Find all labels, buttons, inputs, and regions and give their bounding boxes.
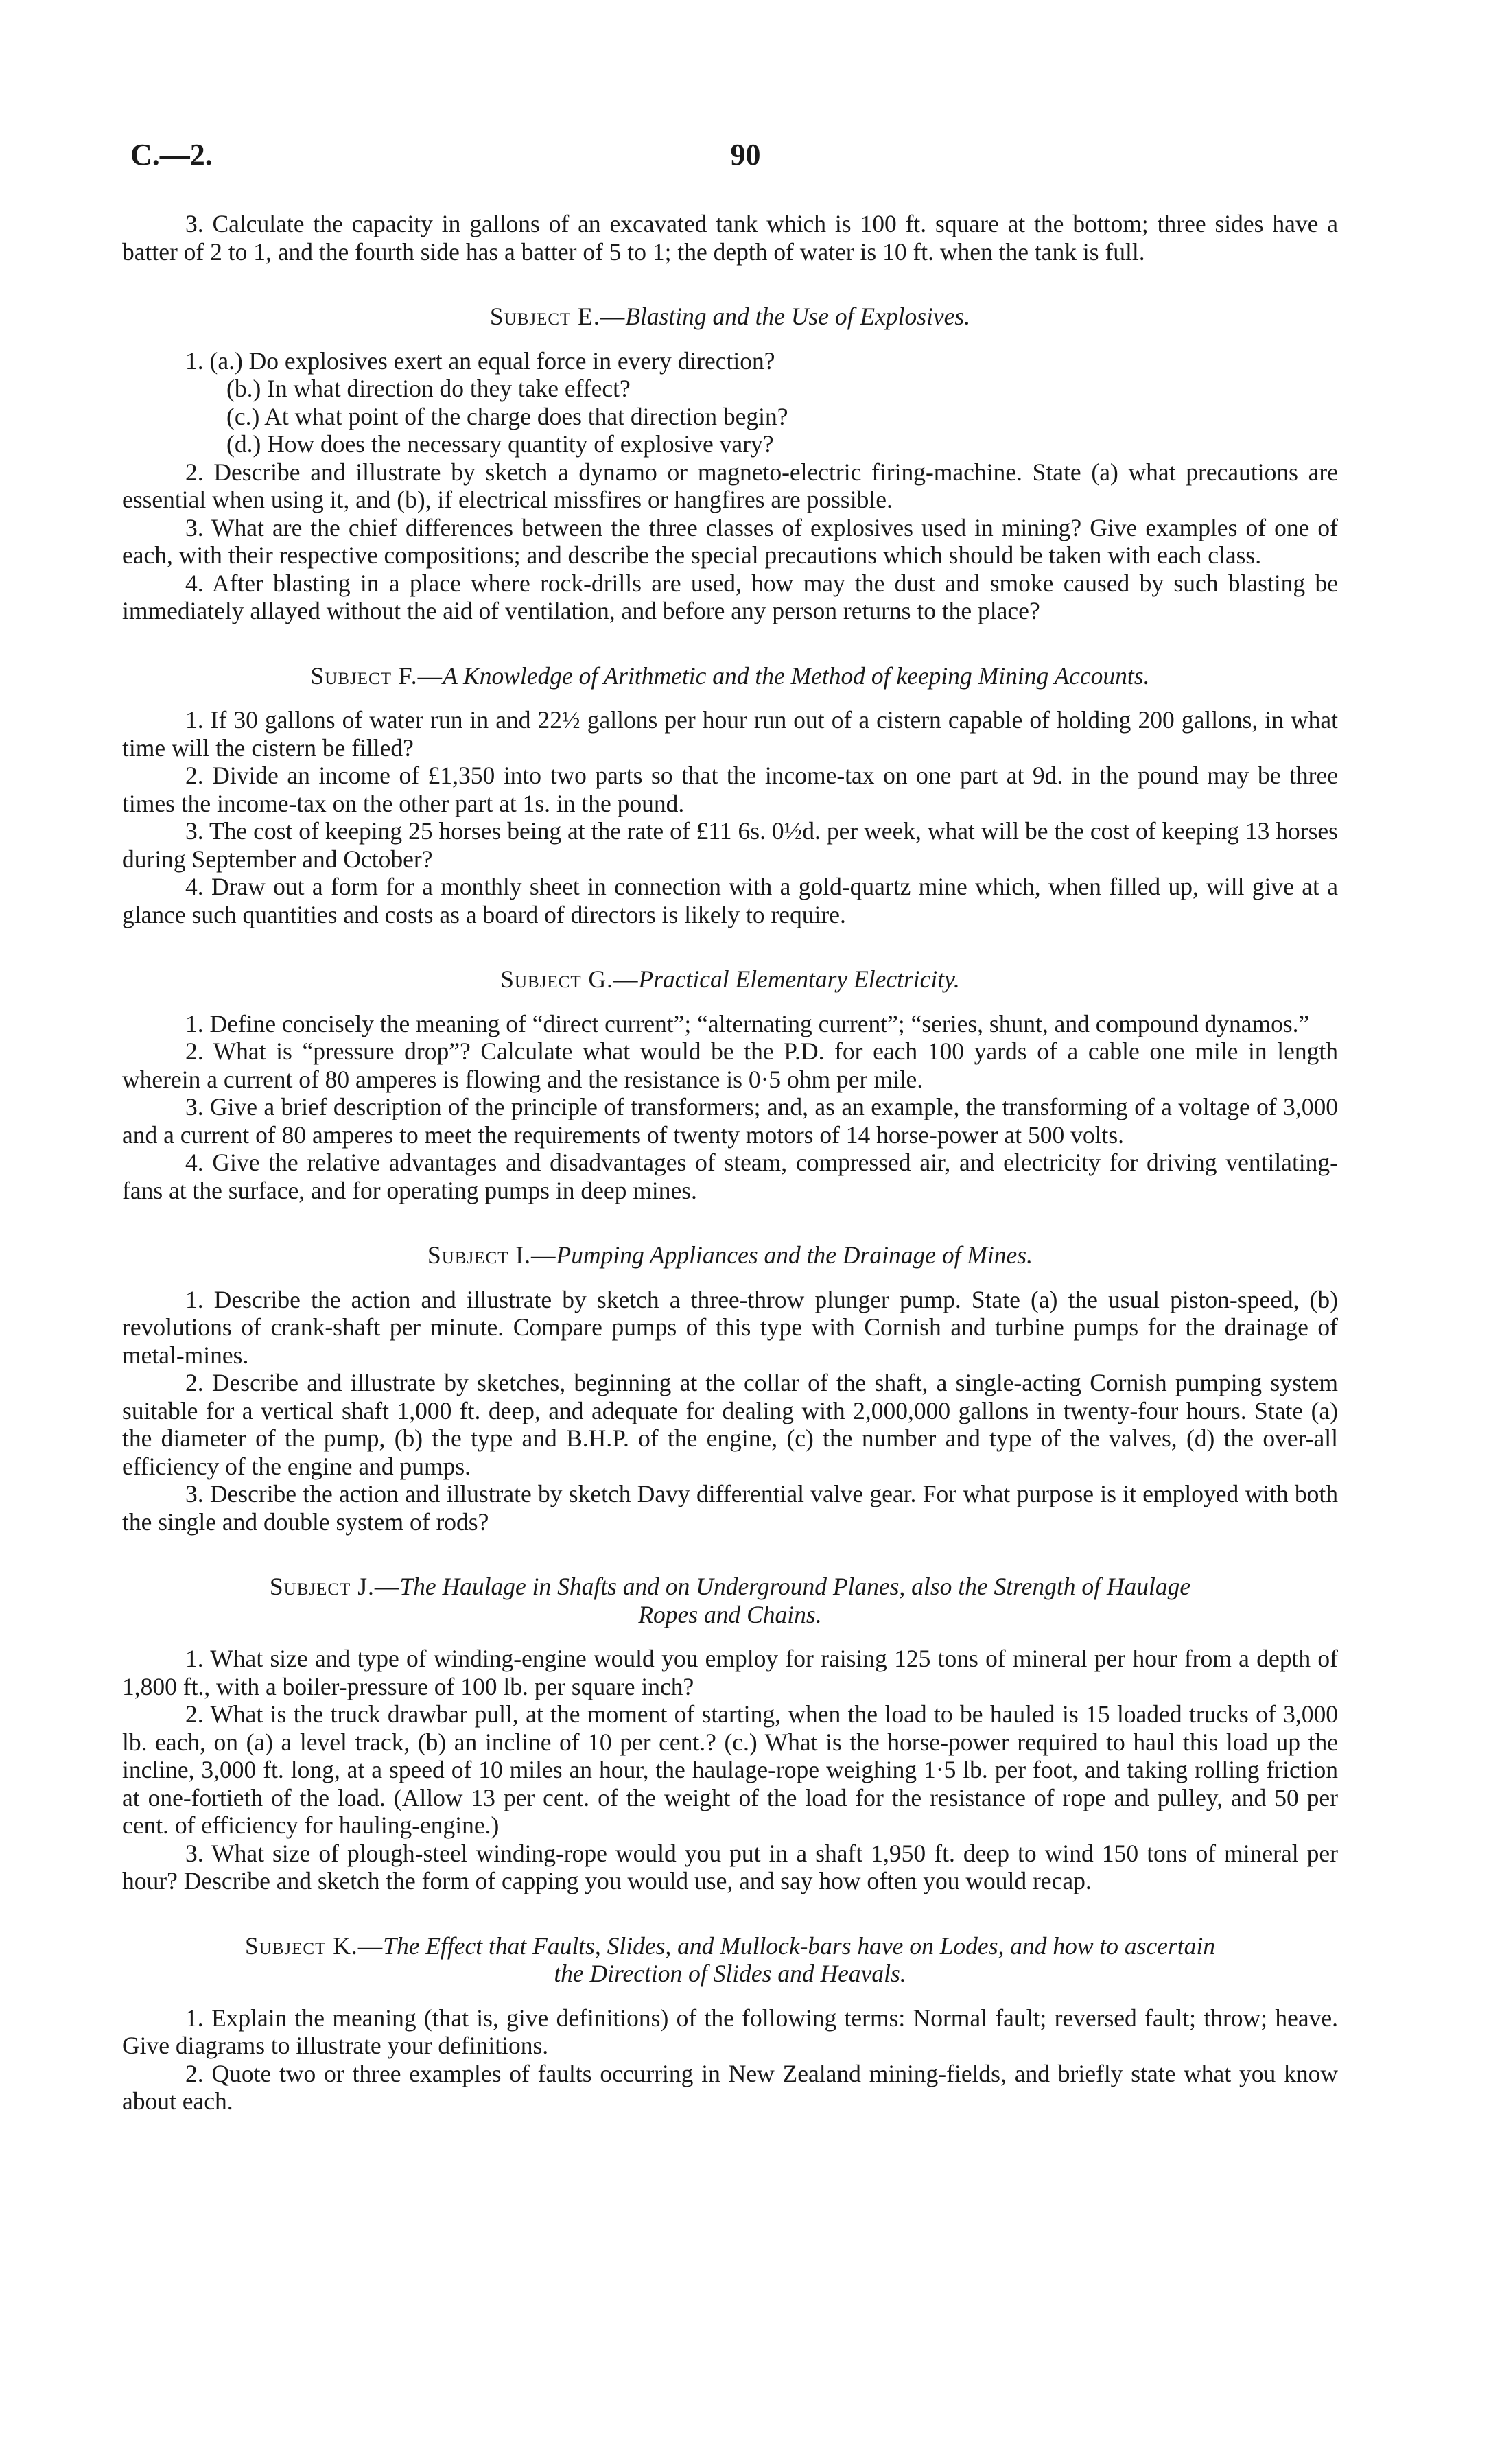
subject-label: Subject F.— (310, 661, 443, 690)
question: 2. Quote two or three examples of faults occurring in New Zealand mining-fields, and briefly state what you know about each. (122, 2059, 1338, 2115)
question: 1. (a.) Do explosives exert an equal force in every direction? (185, 347, 775, 375)
question: 3. Calculate the capacity in gallons of an excavated tank which is 100 ft. square at the bottom; three sides have a batter of 2 to 1, and the fourth side has a batter of 5 to 1; the depth of water is 10 ft. when the tank is full. (122, 210, 1338, 266)
question: 2. Describe and illustrate by sketch a dynamo or magneto-electric firing-machine. State (a) what precautions are essential when using it, and (b), if electrical missfires or hangfires are possible. (122, 458, 1338, 513)
subject-g-heading (122, 965, 1338, 994)
question: 3. Give a brief description of the principle of transformers; and, as an example, the transforming of a voltage of 3,000 and a current of 80 amperes to meet the requirements of twenty motors of 14 horse-power at 500 volts. (122, 1093, 1338, 1149)
subject-heading-line (122, 1932, 1338, 1960)
sub-question: (c.) At what point of the charge does that direction begin? (226, 402, 788, 430)
page-body (122, 210, 1338, 2115)
subject-label: Subject E.— (489, 303, 626, 330)
subject-i-heading (122, 1241, 1338, 1269)
question: 3. What size of plough-steel winding-rope would you put in a shaft 1,950 ft. deep to wind 150 tons of mineral per hour? Describe and sketch the form of capping you would use, and say how often you would recap. (122, 1839, 1338, 1894)
subject-label: Subject K.— (244, 1932, 384, 1960)
question: 3. What are the chief differences between the three classes of explosives used in mining? Give examples of one of each, with their respective compositions; and describe the special precautions which should be taken with each class. (122, 513, 1338, 569)
subject-title-continued: Ropes and Chains. (638, 1600, 822, 1628)
page-number: 90 (730, 138, 761, 172)
question: 2. What is “pressure drop”? Calculate what would be the P.D. for each 100 yards of a cable one mile in length wherein a current of 80 amperes is flowing and the resistance is 0·5 ohm per mile. (122, 1037, 1338, 1093)
subject-title: The Effect that Faults, Slides, and Mullock-bars have on Lodes, and how to ascertain (383, 1932, 1216, 1960)
subject-title: The Haulage in Shafts and on Underground Planes, also the Strength of Haulage (399, 1573, 1191, 1600)
subject-title: Blasting and the Use of Explosives. (625, 303, 971, 330)
subject-j-heading (122, 1573, 1338, 1628)
subject-f-heading (122, 662, 1338, 690)
subject-title: Practical Elementary Electricity. (638, 965, 960, 993)
subject-title-continued: the Direction of Slides and Heavals. (554, 1960, 906, 1987)
document-reference: C.—2. (130, 138, 213, 172)
question: 2. What is the truck drawbar pull, at the moment of starting, when the load to be hauled is 15 loaded trucks of 3,000 lb. each, on (a) a level track, (b) an incline of 10 per cent.? (c.) What is the horse-power required to haul this load up the incline, 3,000 ft. long, at a speed of 10 miles an hour, the haulage-rope weighing 1·5 lb. per foot, and taking rolling friction at one-fortieth of the load. (Allow 13 per cent. of the weight of the load for the resistance of rope and pulley, and 50 per cent. of efficiency for hauling-engine.) (122, 1700, 1338, 1839)
subject-label: Subject J.— (269, 1573, 400, 1600)
question: 4. After blasting in a place where rock-drills are used, how may the dust and smoke caused by such blasting be immediately allayed without the aid of ventilation, and before any person returns to the place? (122, 569, 1338, 624)
question: 1. Describe the action and illustrate by sketch a three-throw plunger pump. State (a) the usual piston-speed, (b) revolutions of crank-shaft per minute. Compare pumps of this type with Cornish and turbine pumps for the drainage of metal-mines. (122, 1285, 1338, 1369)
question: 4. Give the relative advantages and disadvantages of steam, compressed air, and electricity for driving ventilating-fans at the surface, and for operating pumps in deep mines. (122, 1149, 1338, 1204)
question: 4. Draw out a form for a monthly sheet in connection with a gold-quartz mine which, when filled up, will give at a glance such quantities and costs as a board of directors is likely to require. (122, 873, 1338, 928)
question: 1. Define concisely the meaning of “direct current”; “alternating current”; “series, shunt, and compound dynamos.” (185, 1009, 1310, 1037)
question: 3. Describe the action and illustrate by sketch Davy differential valve gear. For what purpose is it employed with both the single and double system of rods? (122, 1480, 1338, 1536)
question: 2. Describe and illustrate by sketches, beginning at the collar of the shaft, a single-acting Cornish pumping system suitable for a vertical shaft 1,000 ft. deep, and adequate for dealing with 2,000,000 gallons in twenty-four hours. State (a) the diameter of the pump, (b) the type and B.H.P. of the engine, (c) the number and type of the valves, (d) the over-all efficiency of the engine and pumps. (122, 1369, 1338, 1480)
question: 2. Divide an income of £1,350 into two parts so that the income-tax on one part at 9d. in the pound may be three times the income-tax on the other part at 1s. in the pound. (122, 762, 1338, 817)
subject-title: A Knowledge of Arithmetic and the Method of keeping Mining Accounts. (443, 661, 1150, 690)
subject-k-heading (122, 1932, 1338, 1988)
page-header (130, 137, 1361, 185)
subject-heading-line (122, 1573, 1338, 1601)
question: 1. Explain the meaning (that is, give definitions) of the following terms: Normal fault; reversed fault; throw; heave. Give diagrams to illustrate your definitions. (122, 2004, 1338, 2059)
sub-question: (b.) In what direction do they take effect? (226, 375, 631, 402)
sub-question: (d.) How does the necessary quantity of explosive vary? (226, 430, 774, 458)
question: 1. What size and type of winding-engine would you employ for raising 125 tons of mineral per hour from a depth of 1,800 ft., with a boiler-pressure of 100 lb. per square inch? (122, 1645, 1338, 1700)
subject-title: Pumping Appliances and the Drainage of Mines. (556, 1241, 1033, 1269)
subject-label: Subject I.— (427, 1241, 556, 1269)
question: 3. The cost of keeping 25 horses being at the rate of £11 6s. 0½d. per week, what will be the cost of keeping 13 horses during September and October? (122, 817, 1338, 873)
subject-label: Subject G.— (500, 965, 639, 993)
question: 1. If 30 gallons of water run in and 22½ gallons per hour run out of a cistern capable of holding 200 gallons, in what time will the cistern be filled? (122, 706, 1338, 762)
subject-e-heading (122, 303, 1338, 331)
